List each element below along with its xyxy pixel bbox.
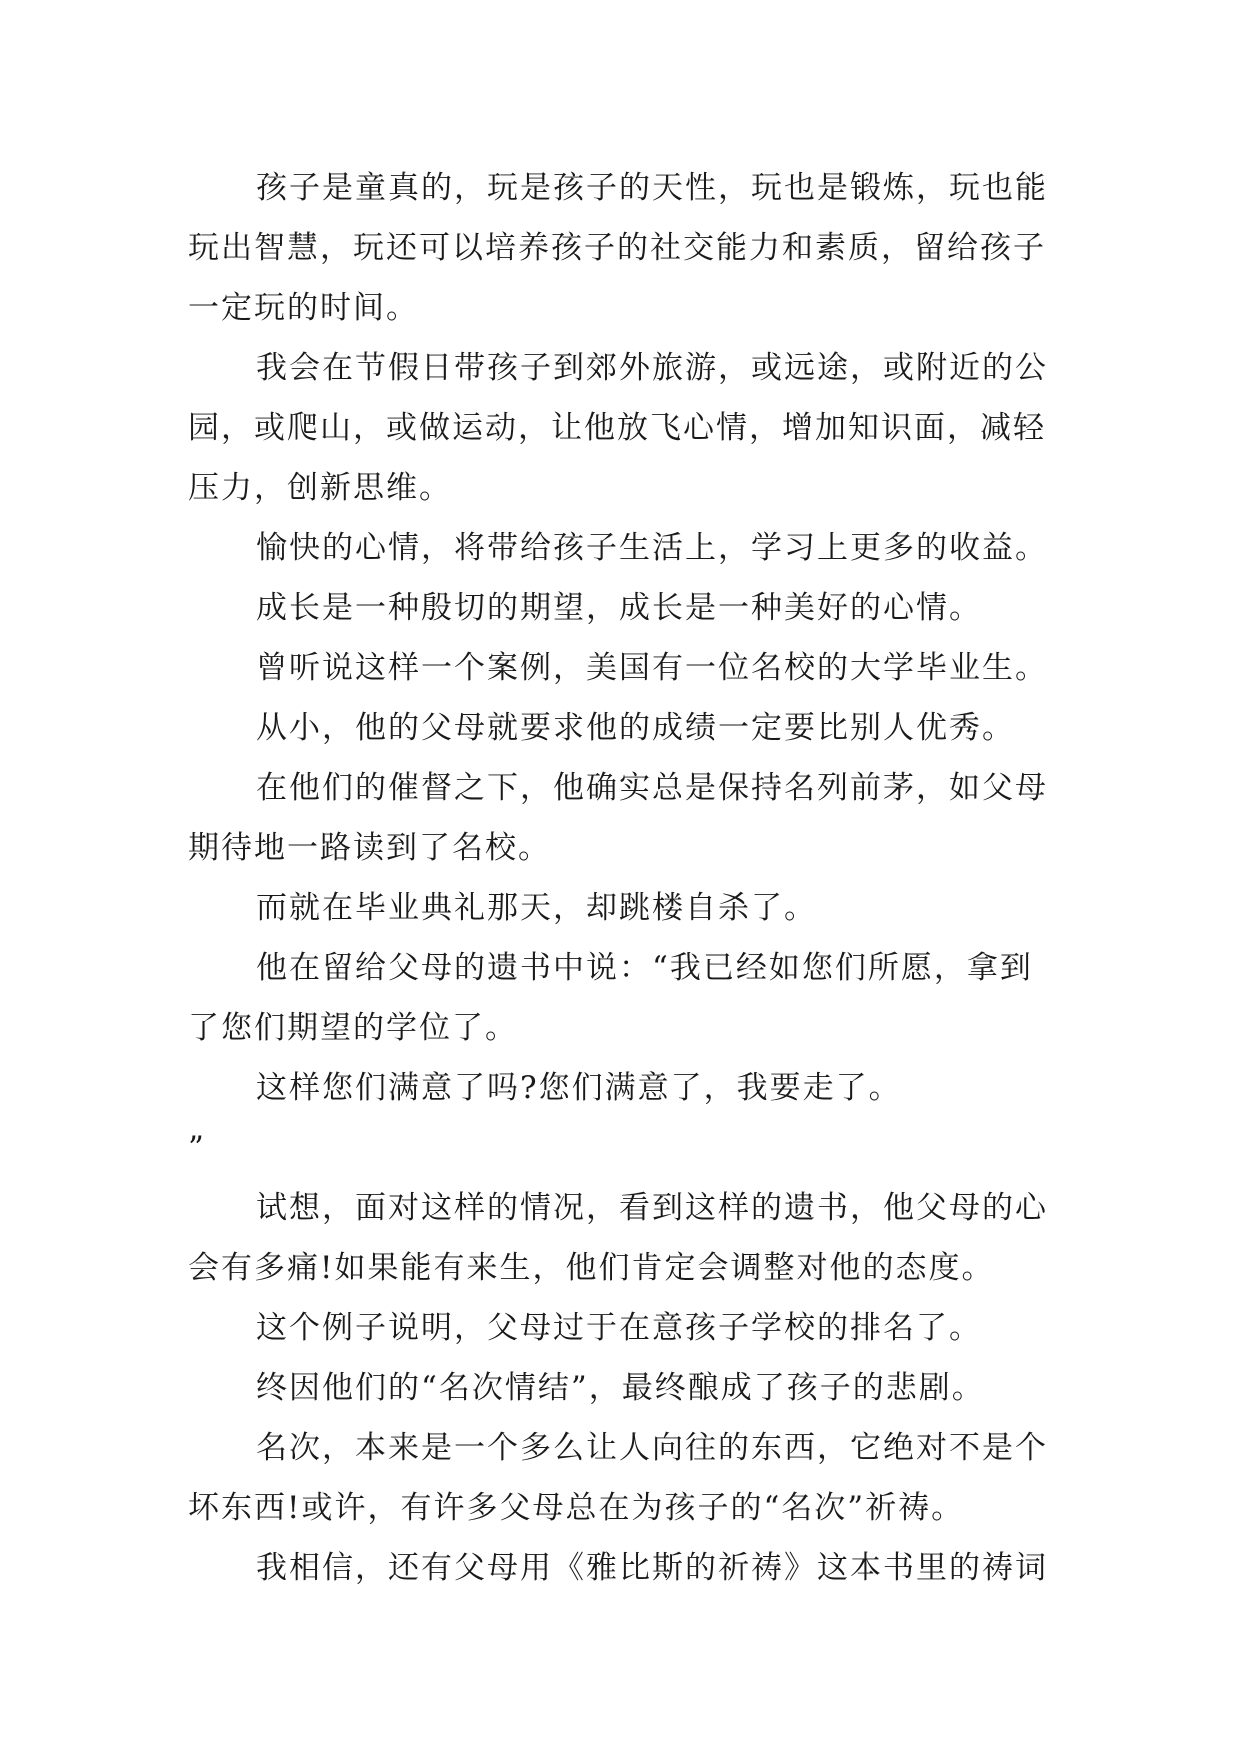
paragraph [188, 1358, 1068, 1418]
paragraph [188, 578, 1068, 638]
paragraph-line: 压力，创新思维。 [188, 470, 452, 506]
paragraph-line: 在他们的催督之下，他确实总是保持名列前茅，如父母 [256, 770, 1048, 806]
paragraph-line: 曾听说这样一个案例，美国有一位名校的大学毕业生。 [256, 650, 1048, 686]
paragraph-line: 园，或爬山，或做运动，让他放飞心情，增加知识面，减轻 [188, 410, 1046, 446]
paragraph [188, 338, 1068, 518]
paragraph [188, 758, 1068, 878]
paragraph [188, 878, 1068, 938]
paragraph [188, 1058, 1068, 1178]
paragraph-line: 了您们期望的学位了。 [188, 1010, 518, 1046]
paragraph [188, 638, 1068, 698]
paragraph-line: 我相信，还有父母用《雅比斯的祈祷》这本书里的祷词 [256, 1550, 1048, 1586]
paragraph-line: 坏东西!或许，有许多父母总在为孩子的“名次”祈祷。 [188, 1490, 965, 1526]
paragraph-line: 这个例子说明，父母过于在意孩子学校的排名了。 [256, 1310, 982, 1346]
paragraph-line: 我会在节假日带孩子到郊外旅游，或远途，或附近的公 [256, 350, 1048, 386]
paragraph-line: 从小，他的父母就要求他的成绩一定要比别人优秀。 [256, 710, 1015, 746]
paragraph-line: 玩出智慧，玩还可以培养孩子的社交能力和素质，留给孩子 [188, 230, 1046, 266]
paragraph [188, 1538, 1068, 1598]
document-body [188, 158, 1068, 1598]
paragraph-line: 成长是一种殷切的期望，成长是一种美好的心情。 [256, 590, 982, 626]
paragraph-line: 他在留给父母的遗书中说：“我已经如您们所愿，拿到 [256, 950, 1033, 986]
paragraph-line: 试想，面对这样的情况，看到这样的遗书，他父母的心 [256, 1190, 1048, 1226]
paragraph-line: 终因他们的“名次情结”，最终酿成了孩子的悲剧。 [256, 1370, 985, 1406]
paragraph-line: 名次，本来是一个多么让人向往的东西，它绝对不是个 [256, 1430, 1048, 1466]
paragraph [188, 938, 1068, 1058]
paragraph-line: 愉快的心情，将带给孩子生活上，学习上更多的收益。 [256, 530, 1048, 566]
paragraph-line: 期待地一路读到了名校。 [188, 830, 551, 866]
paragraph-line: 会有多痛!如果能有来生，他们肯定会调整对他的态度。 [188, 1250, 995, 1286]
paragraph [188, 1178, 1068, 1298]
paragraph [188, 1418, 1068, 1538]
paragraph [188, 518, 1068, 578]
paragraph-line: 这样您们满意了吗?您们满意了，我要走了。 [256, 1070, 902, 1106]
paragraph [188, 698, 1068, 758]
paragraph [188, 158, 1068, 338]
paragraph-line: 孩子是童真的，玩是孩子的天性，玩也是锻炼，玩也能 [256, 170, 1048, 206]
paragraph-line: 一定玩的时间。 [188, 290, 419, 326]
paragraph [188, 1298, 1068, 1358]
paragraph-line: 而就在毕业典礼那天，却跳楼自杀了。 [256, 890, 817, 926]
paragraph-line: ” [188, 1130, 206, 1166]
